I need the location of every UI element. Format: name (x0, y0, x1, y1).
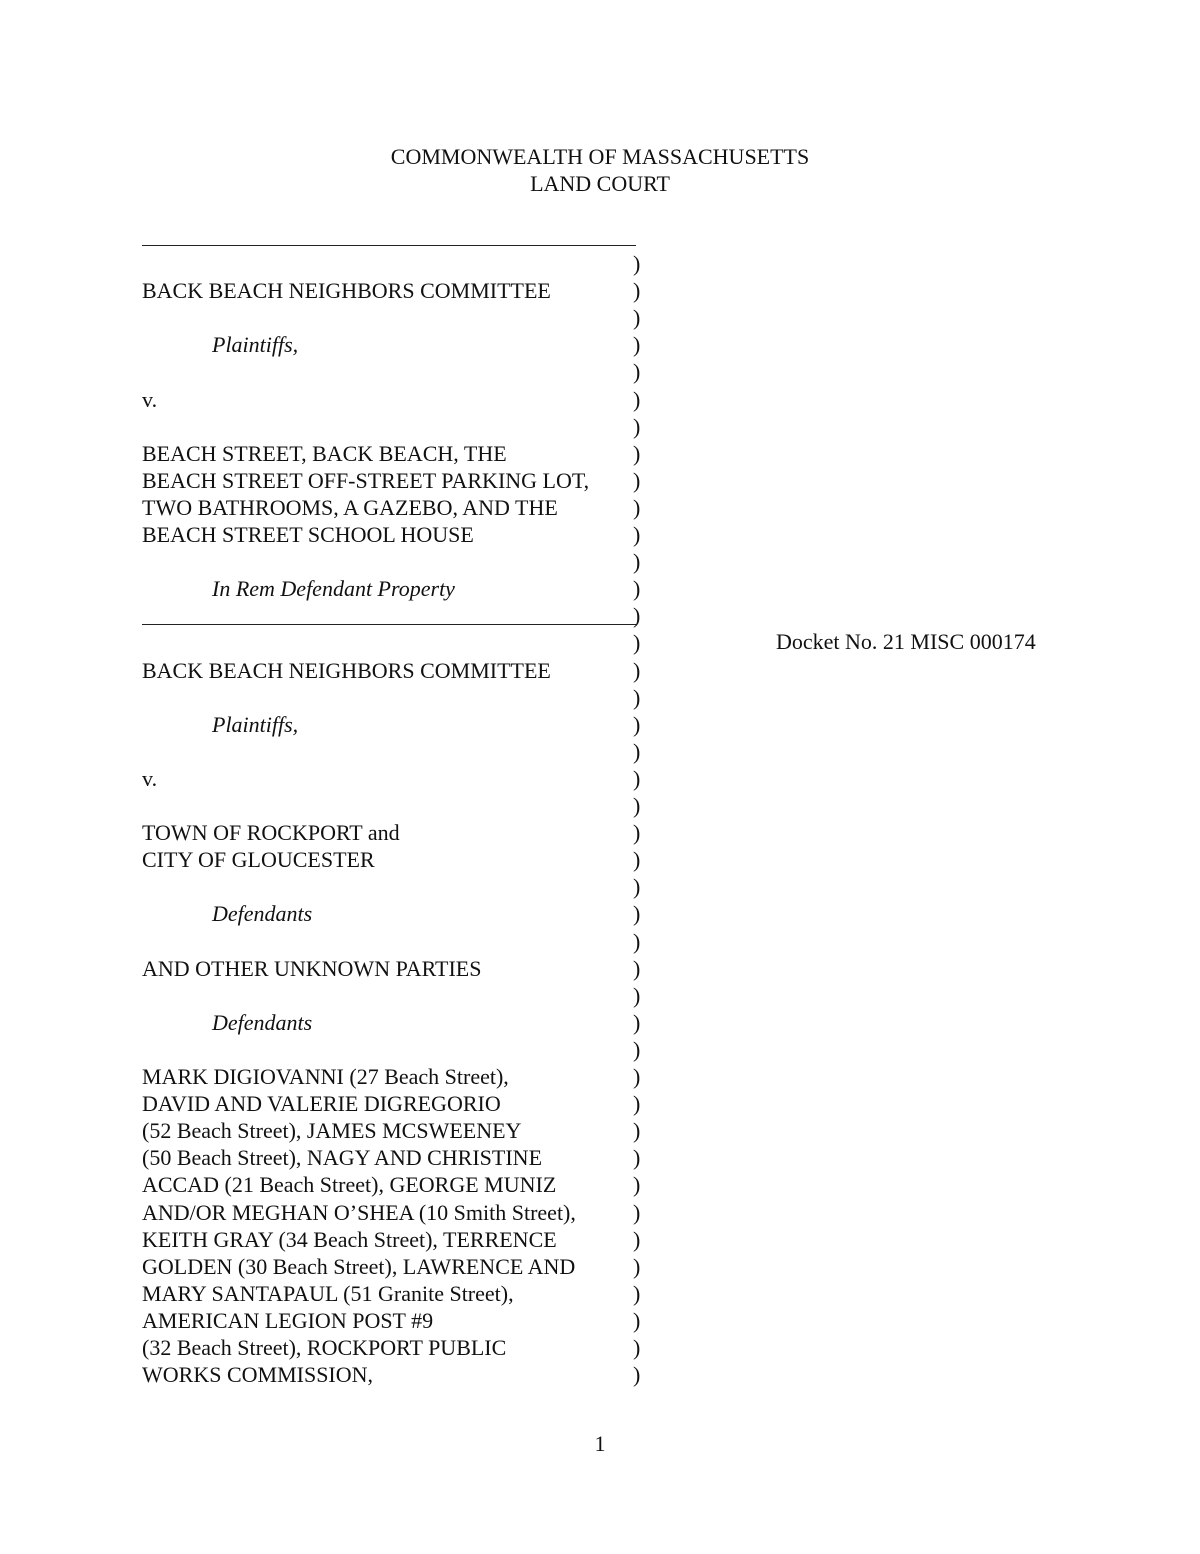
caption-text: TOWN OF ROCKPORT and (142, 820, 400, 845)
caption-blank-line (142, 738, 662, 765)
court-heading-land-court: LAND COURT (530, 171, 670, 196)
caption-text: WORKS COMMISSION, (142, 1362, 374, 1387)
caption-text: Defendants (212, 1010, 313, 1035)
caption-line (142, 1253, 662, 1280)
caption-line (142, 467, 662, 494)
caption-line (142, 277, 662, 304)
caption-line (142, 1280, 662, 1307)
caption-blank-line (142, 548, 662, 575)
caption-top-rule (142, 245, 636, 246)
caption-text: v. (142, 766, 158, 791)
caption-line (142, 900, 662, 927)
caption-parenthesis: ) (633, 414, 641, 439)
caption-line (142, 575, 662, 602)
caption-parenthesis: ) (633, 468, 641, 493)
caption-parenthesis: ) (633, 305, 641, 330)
caption-line (142, 331, 662, 358)
caption-parenthesis: ) (633, 549, 641, 574)
caption-parenthesis: ) (633, 1227, 641, 1252)
caption-line (142, 846, 662, 873)
court-heading-commonwealth: COMMONWEALTH OF MASSACHUSETTS (390, 144, 810, 169)
caption-parenthesis: ) (633, 441, 641, 466)
caption-parenthesis: ) (633, 658, 641, 683)
caption-text: AND OTHER UNKNOWN PARTIES (142, 956, 482, 981)
caption-parenthesis: ) (633, 793, 641, 818)
caption-blank-line (142, 413, 662, 440)
caption-parenthesis: ) (633, 495, 641, 520)
caption-line (142, 1171, 662, 1198)
caption-parenthesis: ) (633, 901, 641, 926)
caption-text: (52 Beach Street), JAMES MCSWEENEY (142, 1118, 522, 1143)
caption-parenthesis: ) (633, 1145, 641, 1170)
caption-line (142, 1199, 662, 1226)
caption-line (142, 1009, 662, 1036)
caption-parenthesis: ) (633, 766, 641, 791)
caption-parenthesis: ) (633, 1335, 641, 1360)
caption-blank-line (142, 304, 662, 331)
caption-blank-line (142, 873, 662, 900)
caption-text: BEACH STREET SCHOOL HOUSE (142, 522, 474, 547)
caption-parenthesis: ) (633, 603, 641, 628)
caption-text: v. (142, 387, 158, 412)
caption-text: In Rem Defendant Property (212, 576, 455, 601)
caption-line (142, 1144, 662, 1171)
caption-parenthesis: ) (633, 1118, 641, 1143)
caption-parenthesis: ) (633, 847, 641, 872)
caption-blank-line (142, 928, 662, 955)
caption-blank-line (142, 982, 662, 1009)
caption-line (142, 1063, 662, 1090)
caption-text: GOLDEN (30 Beach Street), LAWRENCE AND (142, 1254, 576, 1279)
caption-parenthesis: ) (633, 1172, 641, 1197)
caption-line (142, 1307, 662, 1334)
caption-text: AND/OR MEGHAN O’SHEA (10 Smith Street), (142, 1200, 576, 1225)
caption-line (142, 1226, 662, 1253)
caption-parenthesis: ) (633, 820, 641, 845)
caption-blank-line (142, 1036, 662, 1063)
caption-blank-line (142, 684, 662, 711)
caption-text: DAVID AND VALERIE DIGREGORIO (142, 1091, 501, 1116)
caption-text: AMERICAN LEGION POST #9 (142, 1308, 434, 1333)
caption-line (142, 521, 662, 548)
caption-parenthesis: ) (633, 1254, 641, 1279)
docket-number: Docket No. 21 MISC 000174 (776, 629, 1036, 654)
caption-text: TWO BATHROOMS, A GAZEBO, AND THE (142, 495, 558, 520)
caption-blank-line (142, 250, 662, 277)
caption-text: Defendants (212, 901, 313, 926)
caption-parenthesis: ) (633, 739, 641, 764)
caption-text: Plaintiffs, (212, 712, 299, 737)
caption-parenthesis: ) (633, 1037, 641, 1062)
caption-parenthesis: ) (633, 359, 641, 384)
caption-parenthesis: ) (633, 278, 641, 303)
caption-text: KEITH GRAY (34 Beach Street), TERRENCE (142, 1227, 557, 1252)
caption-parenthesis: ) (633, 956, 641, 981)
caption-line (142, 494, 662, 521)
caption-blank-line (142, 629, 662, 656)
caption-text: BACK BEACH NEIGHBORS COMMITTEE (142, 658, 551, 683)
caption-parenthesis: ) (633, 1064, 641, 1089)
caption-parenthesis: ) (633, 1200, 641, 1225)
caption-blank-line (142, 602, 662, 629)
caption-line (142, 1334, 662, 1361)
caption-line (142, 386, 662, 413)
caption-parenthesis: ) (633, 685, 641, 710)
caption-text: CITY OF GLOUCESTER (142, 847, 375, 872)
caption-line (142, 819, 662, 846)
caption-parenthesis: ) (633, 251, 641, 276)
caption-parenthesis: ) (633, 929, 641, 954)
caption-text: MARK DIGIOVANNI (27 Beach Street), (142, 1064, 509, 1089)
caption-parenthesis: ) (633, 1091, 641, 1116)
caption-parenthesis: ) (633, 522, 641, 547)
caption-text: (32 Beach Street), ROCKPORT PUBLIC (142, 1335, 507, 1360)
caption-parenthesis: ) (633, 332, 641, 357)
caption-line (142, 657, 662, 684)
caption-text: Plaintiffs, (212, 332, 299, 357)
caption-text: BEACH STREET, BACK BEACH, THE (142, 441, 507, 466)
caption-parenthesis: ) (633, 1308, 641, 1333)
caption-parenthesis: ) (633, 1362, 641, 1387)
caption-line (142, 1361, 662, 1388)
caption-parenthesis: ) (633, 576, 641, 601)
caption-text: MARY SANTAPAUL (51 Granite Street), (142, 1281, 514, 1306)
caption-parenthesis: ) (633, 874, 641, 899)
caption-line (142, 765, 662, 792)
caption-parenthesis: ) (633, 1281, 641, 1306)
caption-parenthesis: ) (633, 387, 641, 412)
caption-blank-line (142, 358, 662, 385)
caption-text: BEACH STREET OFF-STREET PARKING LOT, (142, 468, 590, 493)
caption-line (142, 1090, 662, 1117)
caption-parenthesis: ) (633, 712, 641, 737)
caption-parenthesis: ) (633, 630, 641, 655)
page-number: 1 (594, 1431, 606, 1456)
caption-text: (50 Beach Street), NAGY AND CHRISTINE (142, 1145, 543, 1170)
caption-line (142, 1117, 662, 1144)
caption-line (142, 440, 662, 467)
caption-line (142, 955, 662, 982)
caption-line (142, 711, 662, 738)
caption-blank-line (142, 792, 662, 819)
caption-text: BACK BEACH NEIGHBORS COMMITTEE (142, 278, 551, 303)
caption-parenthesis: ) (633, 1010, 641, 1035)
caption-parenthesis: ) (633, 983, 641, 1008)
caption-text: ACCAD (21 Beach Street), GEORGE MUNIZ (142, 1172, 557, 1197)
